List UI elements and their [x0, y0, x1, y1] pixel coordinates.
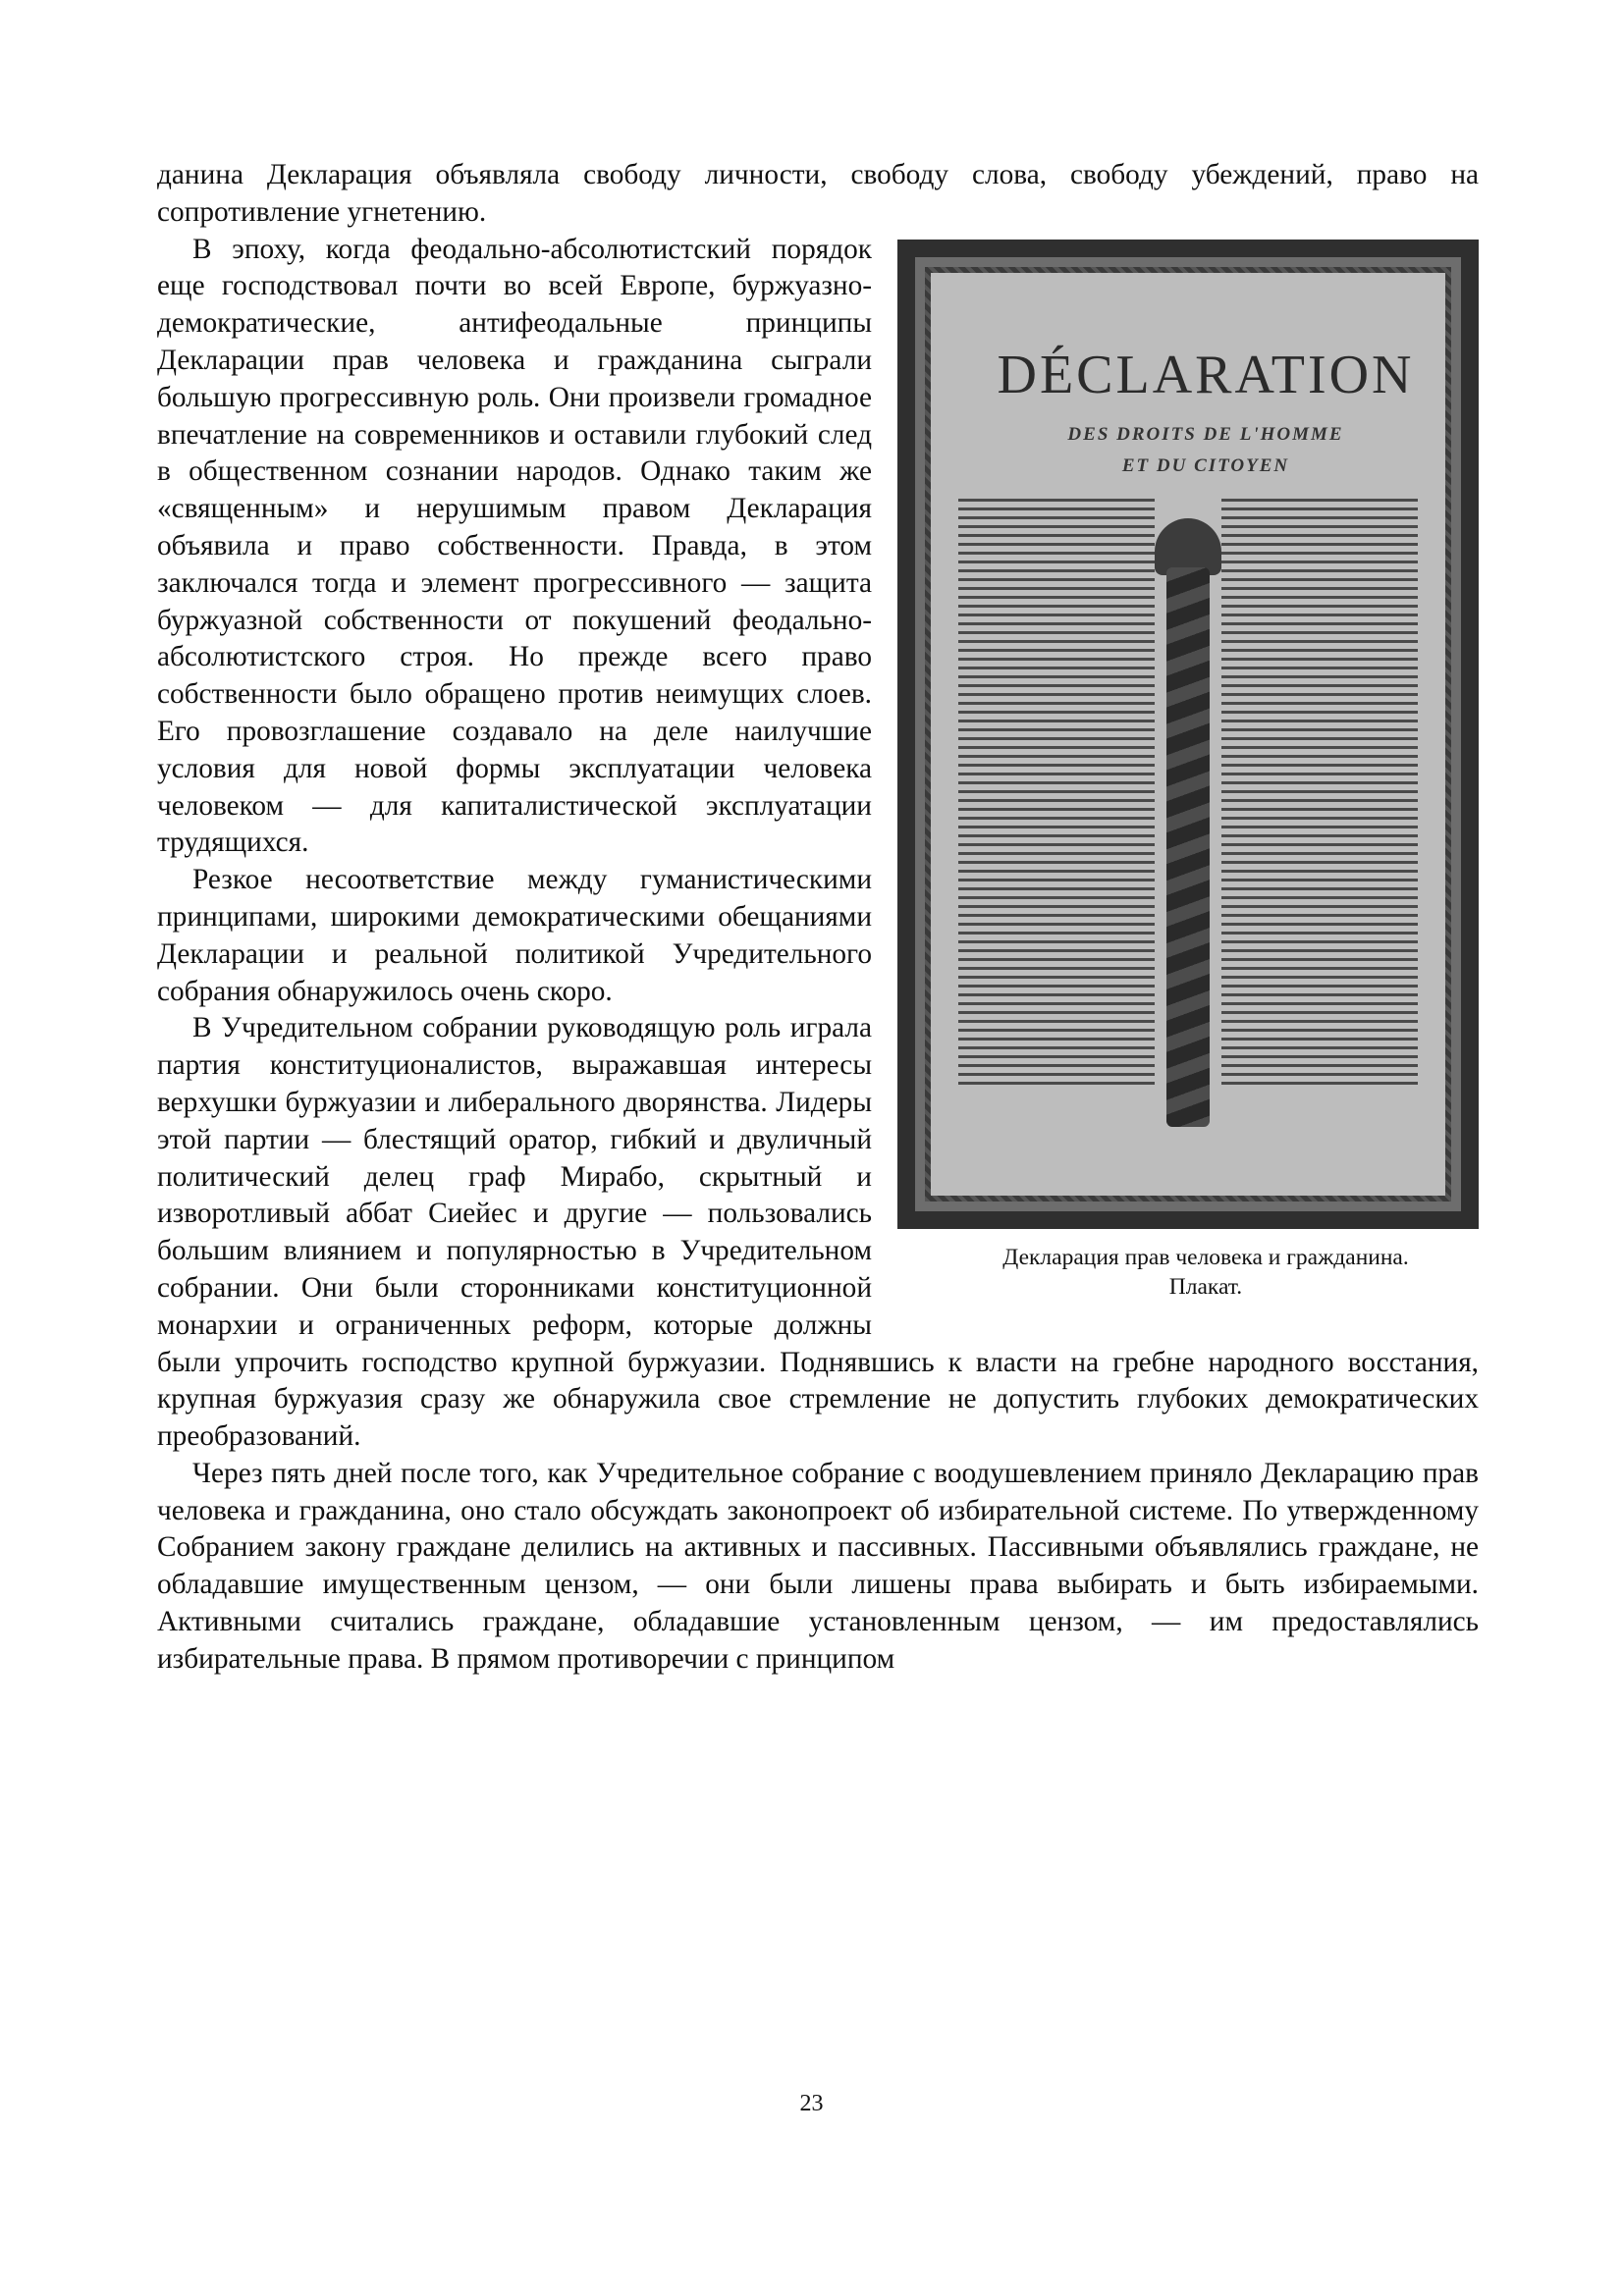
paragraph-1: данина Декларация объявляла свободу личности, свободу слова, свободу убеждений, право на сопротивление угнетению.: [157, 159, 1479, 228]
declaration-poster-image: [897, 240, 1479, 1229]
paragraph-3: Резкое несоответствие между гуманистическими принципами, широкими демократическими обещаниями Декларации и реальной политикой Учредительного собрания обнаружилось очень скоро.: [157, 864, 872, 1007]
page: [157, 157, 1479, 2238]
paragraph-2-text: В эпоху, когда феодально-абсолютистский порядок еще господствовал почти во всей Европе, буржуазно-демократические, антифеодальные принципы Декларации прав человека и гражданина сыграли большую прогрессивную роль. Они произвели громадное впечатление на современников и оставили глубокий след в общественном сознании народов. Однако таким же «священным» и нерушимым правом Декларация объявила и право собственности. Правда, в этом заключался тогда и элемент прогрессивного — защита буржуазной собственности от покушений феодально-абсолютистского строя. Но прежде всего право собственности было обращено против неимущих слоев. Его провозглашение создавало на деле наилучшие условия для новой формы эксплуатации человека человеком — для капиталистической эксплуатации трудящихся.: [157, 233, 872, 859]
paragraph-4: В Учредительном собрании руководящую роль играла партия конституционалистов, выражавшая интересы верхушки буржуазии и либерального дворянства. Лидеры этой партии — блестящий оратор, гибкий и двуличный политический делец граф Мирабо, скрытный и изворотливый аббат Сиейес и другие — пользовались большим влиянием и популярностью в Учредительном собрании. Они были сторонниками конституционной монархии и ограниченных реформ, которые должны были упрочить господство крупной буржуазии. Поднявшись к власти на гребне народного восстания, крупная буржуазия сразу же обнаружила свое стремление не допустить глубоких демократических преобразований.: [157, 1012, 1479, 1453]
poster-text-column-left: [958, 499, 1155, 1088]
poster-subtitle-1: DES DROITS DE L'HOMME: [1067, 423, 1344, 445]
poster-text-column-right: [1221, 499, 1418, 1088]
fasces-pole-icon: [1166, 567, 1210, 1127]
poster-title: DÉCLARATION: [997, 344, 1415, 405]
paragraph-5: Через пять дней после того, как Учредительное собрание с воодушевлением приняло Декларацию прав человека и гражданина, оно стало обсуждать законопроект об избирательной системе. По утвержденному Собранием закону граждане делились на активных и пассивных. Пассивными объявлялись граждане, не обладавшие имущественным цензом, — они были лишены права выбирать и быть избираемыми. Активными считались граждане, обладавшие установленным цензом, — им предоставлялись избирательные права. В прямом противоречии с принципом: [157, 1457, 1479, 1675]
caption-line-2: Плакат.: [1168, 1273, 1243, 1300]
caption-line-1: Декларация прав человека и гражданина.: [1002, 1244, 1409, 1270]
phrygian-cap-icon: [1155, 518, 1221, 575]
poster-body: [931, 273, 1445, 1196]
page-number: 23: [799, 2091, 824, 2116]
figure: [897, 240, 1479, 1302]
figure-caption: [897, 1243, 1479, 1302]
poster-subtitle-2: ET DU CITOYEN: [1121, 454, 1290, 476]
